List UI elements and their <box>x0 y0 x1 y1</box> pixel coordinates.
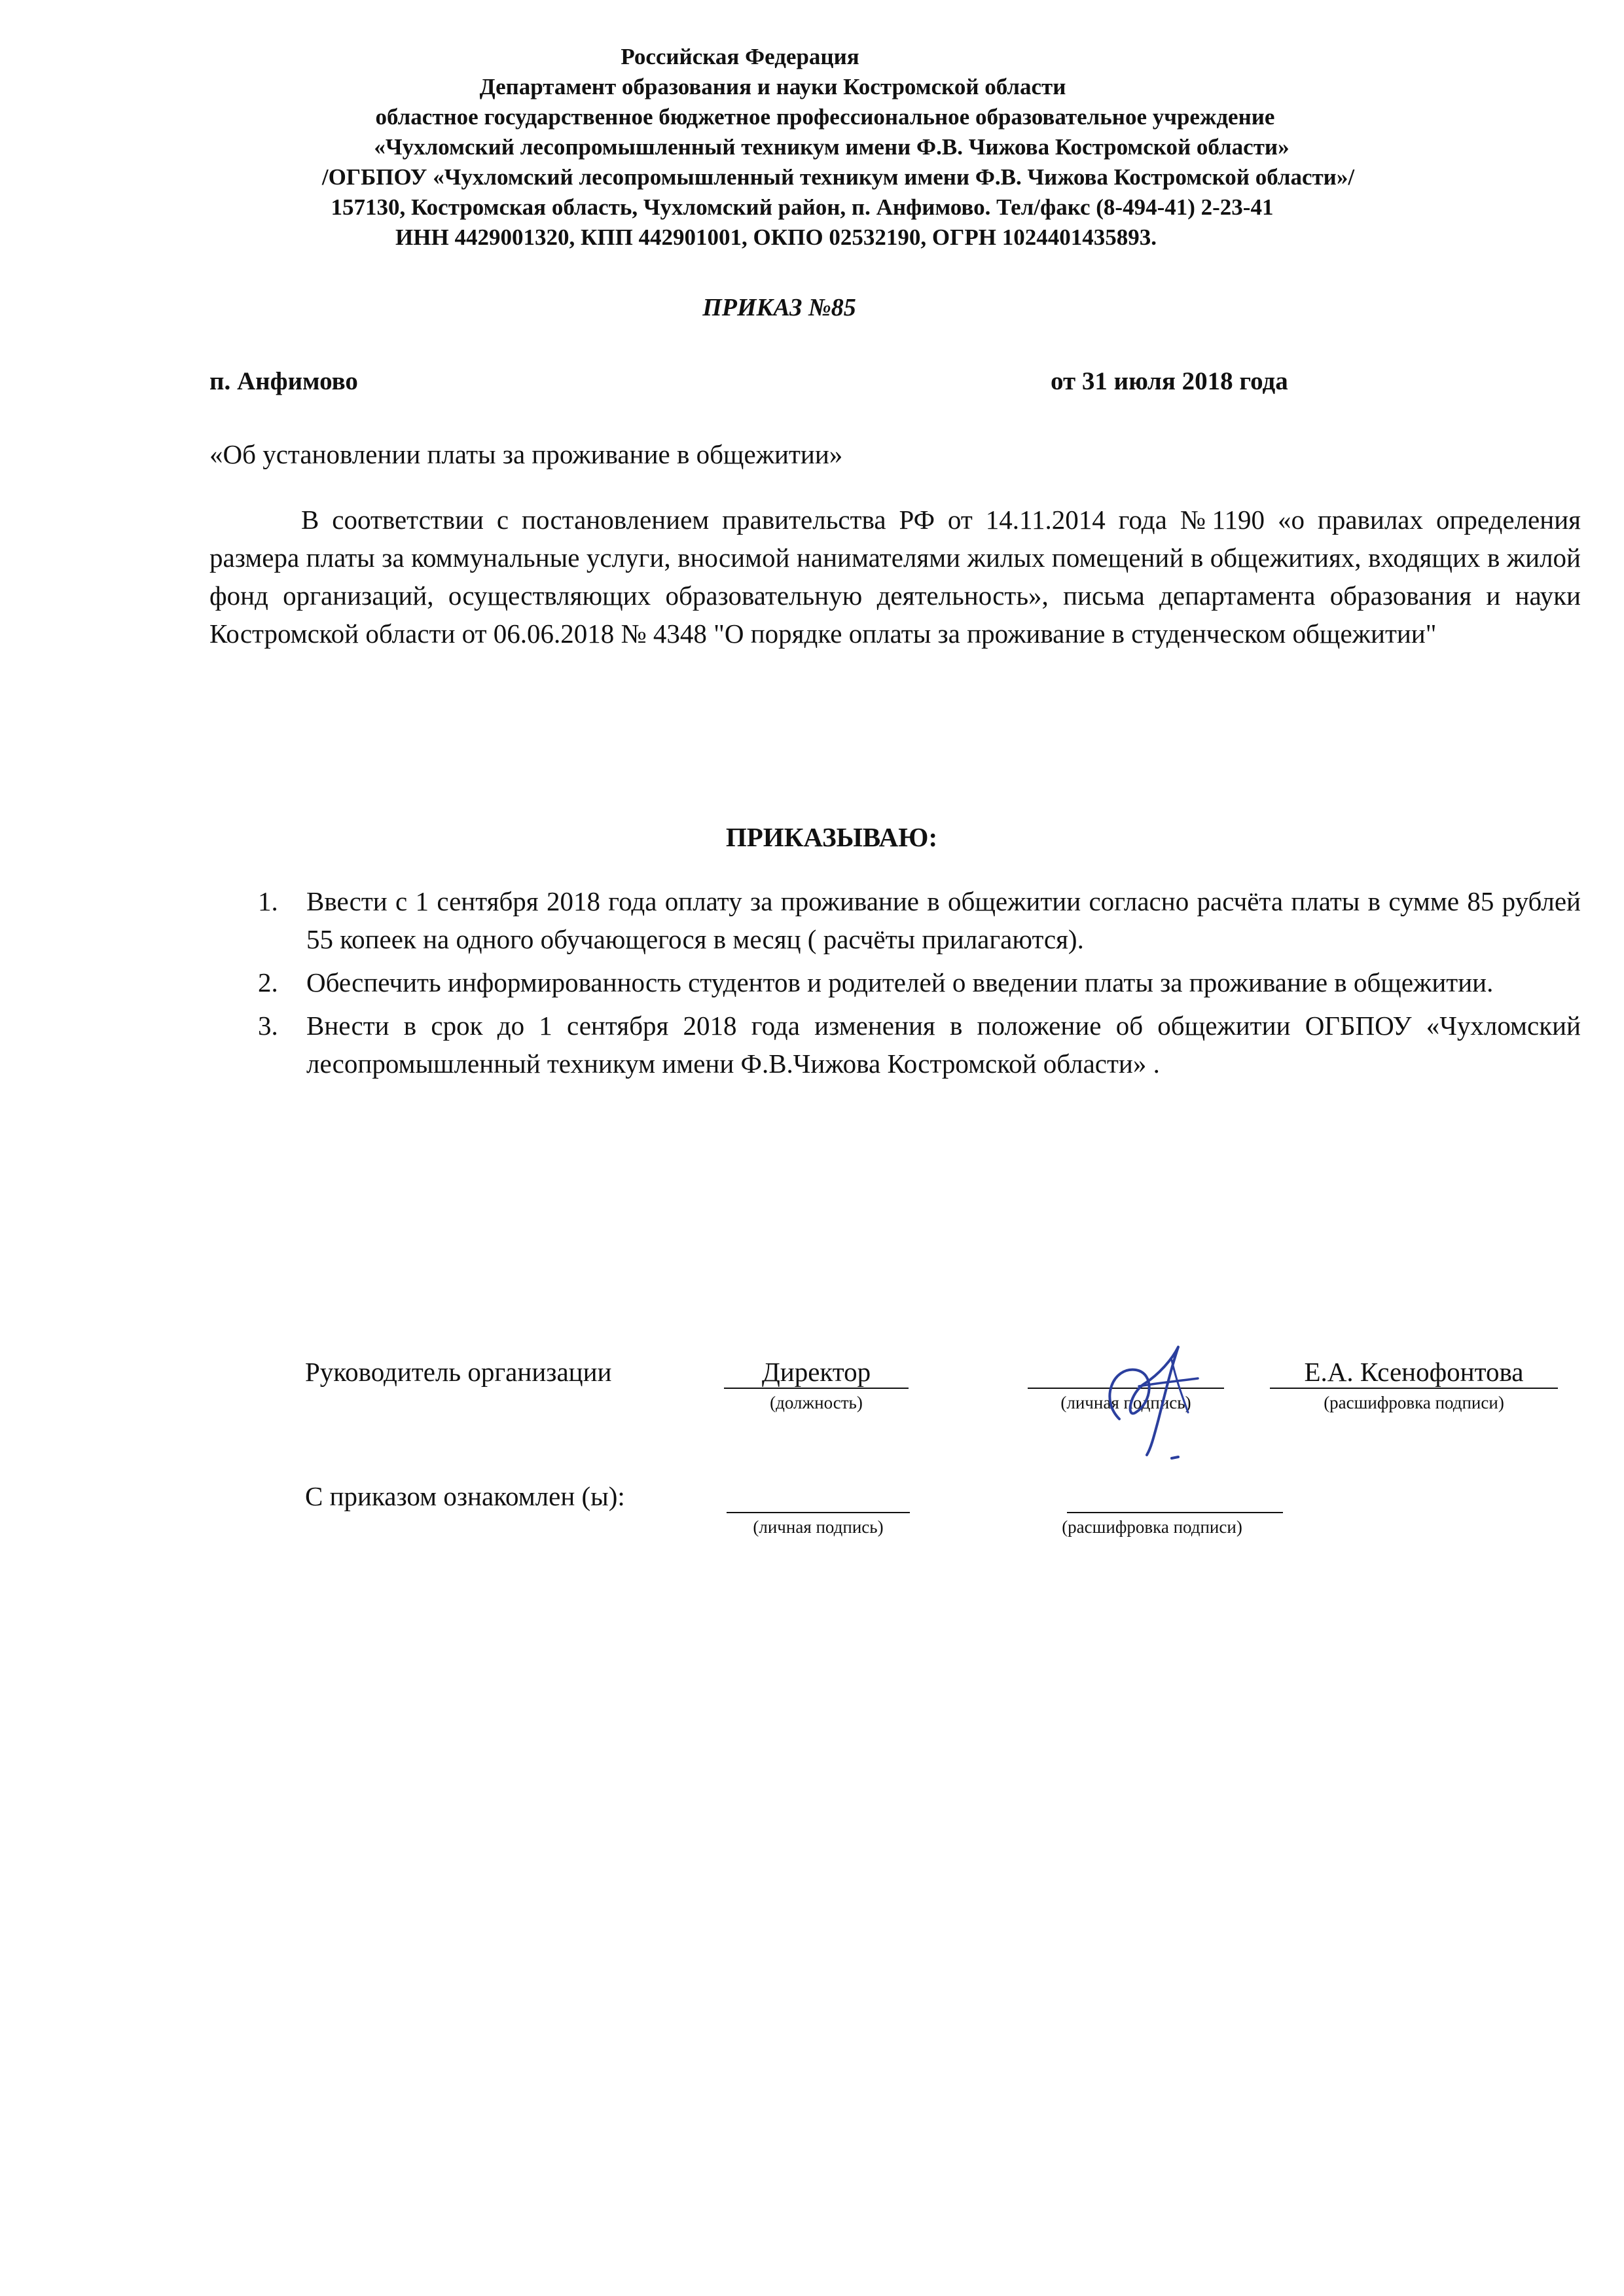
header-line-department: Департамент образования и науки Костромской области <box>479 74 1066 99</box>
head-signature-row <box>0 1356 1624 1435</box>
list-item <box>249 1007 1581 1083</box>
acknowledgement-name-caption: (расшифровка подписи) <box>1062 1517 1242 1537</box>
list-item-text: Обеспечить информированность студентов и родителей о введении платы за проживание в общежитии. <box>306 967 1494 997</box>
header-line-country: Российская Федерация <box>621 44 859 69</box>
acknowledgement-name-line <box>1067 1480 1283 1513</box>
order-title: ПРИКАЗ №85 <box>702 294 856 321</box>
order-subject: «Об установлении платы за проживание в общежитии» <box>209 439 843 469</box>
head-name-caption: (расшифровка подписи) <box>1324 1393 1504 1412</box>
acknowledgement-signature-caption: (личная подпись) <box>753 1517 884 1537</box>
head-signature-label: Руководитель организации <box>305 1357 612 1387</box>
acknowledgement-label: С приказом ознакомлен (ы): <box>305 1481 625 1511</box>
order-place: п. Анфимово <box>209 367 358 395</box>
list-item-text: Ввести с 1 сентября 2018 года оплату за проживание в общежитии согласно расчёта платы в сумме 85 рублей 55 копеек на одного обучающегося в месяц ( расчёты прилагаются). <box>306 886 1581 954</box>
signature-dot <box>1172 1457 1178 1458</box>
signature-stroke-main <box>1110 1347 1178 1455</box>
order-preamble: В соответствии с постановлением правительства РФ от 14.11.2014 года №1190 «о правилах определения размера платы за коммунальные услуги, вносимой нанимателями жилых помещений в общежитиях, входящих в жилой фонд организаций, осуществляющих образовательную деятельность», письма департамента образования и науки Костромской области от 06.06.2018 № 4348 "О порядке оплаты за проживание в студенческом общежитии" <box>209 505 1581 649</box>
list-item-number: 1. <box>258 886 278 916</box>
handwritten-signature <box>1074 1321 1218 1465</box>
list-item <box>249 882 1581 958</box>
head-name: Е.А. Ксенофонтова <box>1270 1356 1558 1389</box>
header-line-institution-type: областное государственное бюджетное профессиональное образовательное учреждение <box>375 104 1275 130</box>
header-line-institution-name: «Чухломский лесопромышленный техникум имени Ф.В. Чижова Костромской области» <box>374 134 1290 160</box>
head-position-caption: (должность) <box>770 1393 863 1412</box>
order-date: от 31 июля 2018 года <box>1051 367 1288 395</box>
header-line-requisites: ИНН 4429001320, КПП 442901001, ОКПО 02532190, ОГРН 1024401435893. <box>395 224 1157 250</box>
header-line-address: 157130, Костромская область, Чухломский район, п. Анфимово. Тел/факс (8-494-41) 2-23-41 <box>331 194 1274 220</box>
acknowledgement-row <box>0 1480 1624 1559</box>
head-position: Директор <box>724 1356 909 1389</box>
acknowledgement-signature-line <box>727 1480 910 1513</box>
list-item-number: 3. <box>258 1011 278 1041</box>
signature-stroke-tail <box>1172 1360 1188 1412</box>
list-item-text: Внести в срок до 1 сентября 2018 года изменения в положение об общежитии ОГБПОУ «Чухломский лесопромышленный техникум имени Ф.В.Чижова Костромской области» . <box>306 1011 1581 1079</box>
order-directive: ПРИКАЗЫВАЮ: <box>725 822 938 852</box>
letterhead <box>0 42 1624 253</box>
list-item <box>249 963 1581 1001</box>
list-item-number: 2. <box>258 967 278 997</box>
head-signature-caption: (личная подпись) <box>1060 1393 1191 1412</box>
order-items-list <box>249 882 1581 1088</box>
header-line-institution-abbr: /ОГБПОУ «Чухломский лесопромышленный техникум имени Ф.В. Чижова Костромской области»/ <box>321 164 1355 190</box>
